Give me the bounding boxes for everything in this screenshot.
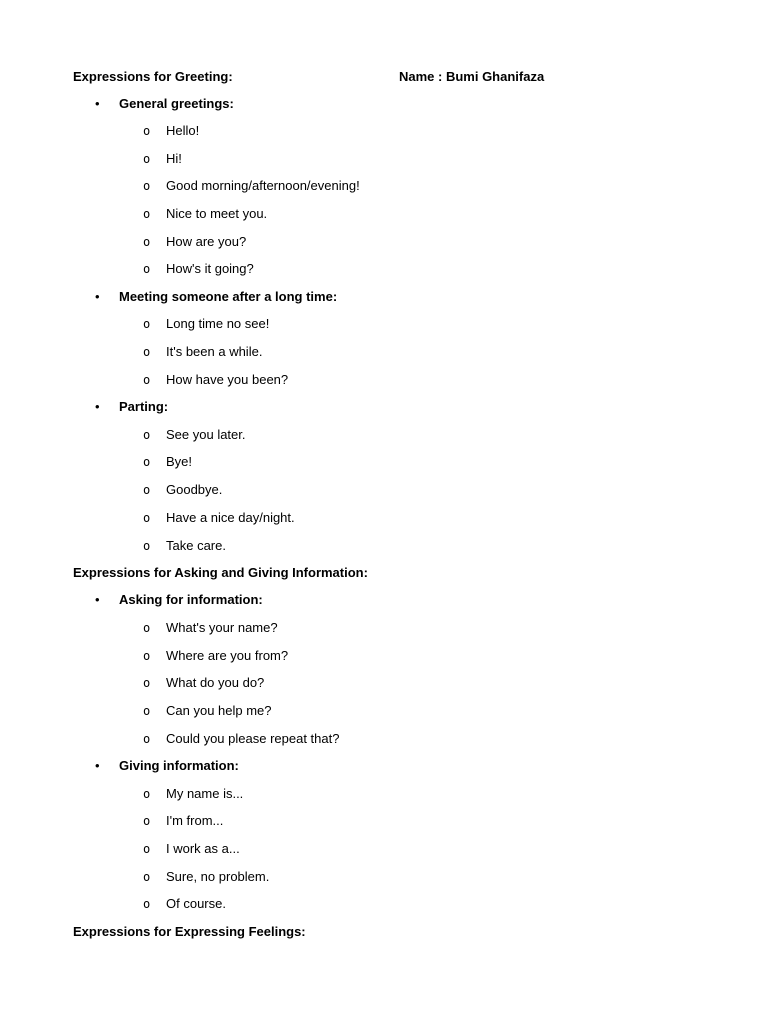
list-item-text: Goodbye. [166, 482, 223, 497]
bullet-label: General greetings: [119, 96, 234, 111]
bullet-label: Parting: [119, 399, 169, 414]
list-item-text: Take care. [166, 538, 226, 553]
bullet-label: Giving information: [119, 758, 239, 773]
list-item-text: Have a nice day/night. [166, 510, 295, 525]
sub-bullet-icon: o [143, 262, 151, 276]
list-item-text: See you later. [166, 427, 246, 442]
sub-bullet-icon: o [143, 897, 151, 911]
list-item-text: I'm from... [166, 813, 224, 828]
list-item-text: How's it going? [166, 261, 254, 276]
student-name: Name : Bumi Ghanifaza [399, 69, 545, 84]
sub-bullet-icon: o [143, 787, 151, 801]
sub-bullet-icon: o [143, 179, 151, 193]
list-item-text: Hello! [166, 123, 200, 138]
list-item-text: Hi! [166, 151, 182, 166]
bullet-icon: • [95, 399, 100, 414]
list-item-text: Where are you from? [166, 648, 289, 663]
list-item-text: How are you? [166, 234, 247, 249]
sub-bullet-icon: o [143, 621, 151, 635]
list-item-text: It's been a while. [166, 344, 263, 359]
sub-bullet-icon: o [143, 649, 151, 663]
section-heading-greeting: Expressions for Greeting: [73, 69, 233, 84]
list-item-text: Nice to meet you. [166, 206, 268, 221]
sub-bullet-icon: o [143, 842, 151, 856]
bullet-icon: • [95, 592, 100, 607]
section-heading-feelings: Expressions for Expressing Feelings: [73, 924, 306, 939]
sub-bullet-icon: o [143, 704, 151, 718]
sub-bullet-icon: o [143, 207, 151, 221]
list-item-text: My name is... [166, 786, 244, 801]
list-item-text: Of course. [166, 896, 226, 911]
sub-bullet-icon: o [143, 345, 151, 359]
bullet-icon: • [95, 289, 100, 304]
list-item-text: Bye! [166, 454, 193, 469]
sub-bullet-icon: o [143, 814, 151, 828]
list-item-text: Could you please repeat that? [166, 731, 340, 746]
sub-bullet-icon: o [143, 317, 151, 331]
list-item-text: What do you do? [166, 675, 265, 690]
sub-bullet-icon: o [143, 676, 151, 690]
section-heading-information: Expressions for Asking and Giving Information: [73, 565, 368, 580]
sub-bullet-icon: o [143, 455, 151, 469]
sub-bullet-icon: o [143, 511, 151, 525]
list-item-text: I work as a... [166, 841, 240, 856]
sub-bullet-icon: o [143, 235, 151, 249]
bullet-label: Asking for information: [119, 592, 263, 607]
sub-bullet-icon: o [143, 373, 151, 387]
sub-bullet-icon: o [143, 428, 151, 442]
sub-bullet-icon: o [143, 732, 151, 746]
sub-bullet-icon: o [143, 483, 151, 497]
bullet-icon: • [95, 96, 100, 111]
sub-bullet-icon: o [143, 539, 151, 553]
sub-bullet-icon: o [143, 124, 151, 138]
list-item-text: Good morning/afternoon/evening! [166, 178, 360, 193]
list-item-text: How have you been? [166, 372, 289, 387]
list-item-text: Long time no see! [166, 316, 270, 331]
list-item-text: What's your name? [166, 620, 278, 635]
bullet-icon: • [95, 758, 100, 773]
sub-bullet-icon: o [143, 152, 151, 166]
list-item-text: Can you help me? [166, 703, 272, 718]
bullet-label: Meeting someone after a long time: [119, 289, 338, 304]
list-item-text: Sure, no problem. [166, 869, 270, 884]
sub-bullet-icon: o [143, 870, 151, 884]
